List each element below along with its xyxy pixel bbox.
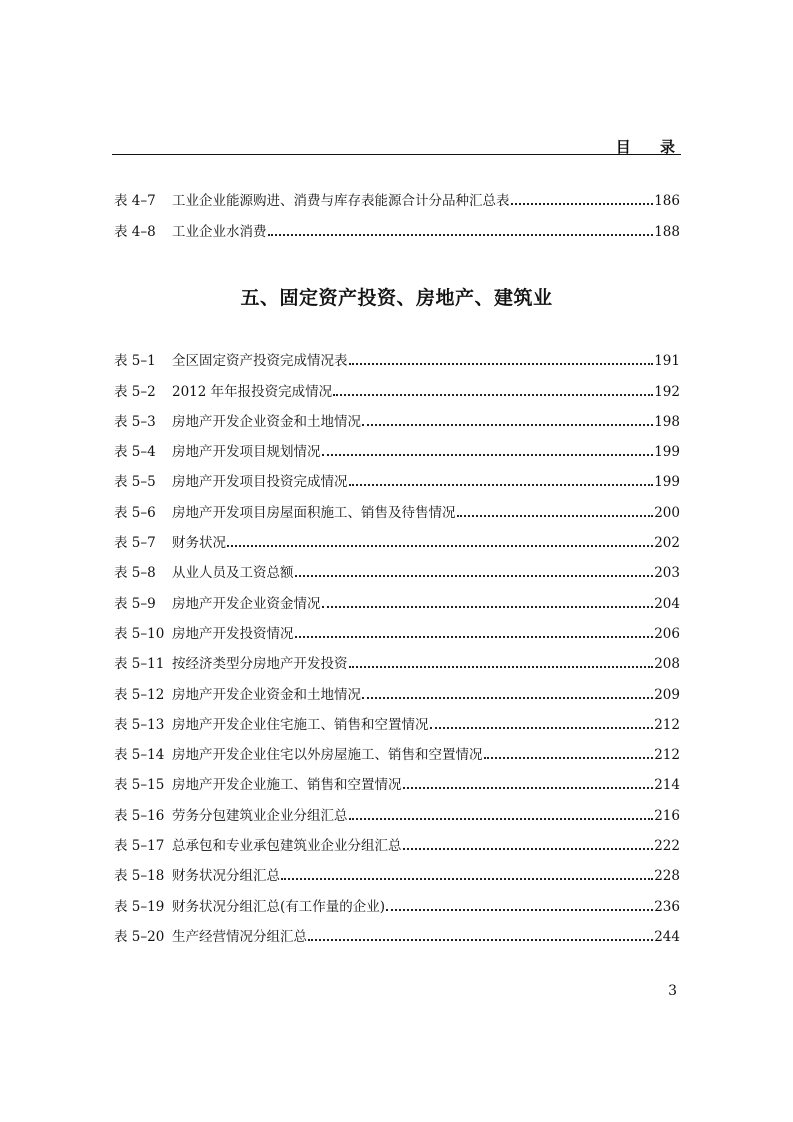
toc-entry[interactable]	[114, 430, 680, 460]
toc-entry-number: 表 5–10	[114, 625, 165, 642]
toc-entry-page: 192	[654, 383, 680, 400]
header-rule	[112, 154, 681, 155]
toc-entry-page: 203	[654, 565, 680, 582]
toc-entry[interactable]	[114, 460, 680, 490]
toc-entry[interactable]	[114, 703, 680, 733]
toc-entry[interactable]	[114, 763, 680, 793]
toc-entry-title: 工业企业能源购进、消费与库存表能源合计分品种汇总表	[172, 193, 510, 210]
toc-entry-page: 199	[654, 474, 680, 491]
dot-leader	[386, 909, 653, 911]
dot-leader	[362, 697, 653, 699]
toc-entry-page: 188	[654, 223, 680, 240]
page-number: 3	[668, 983, 677, 999]
toc-entry-title: 房地产开发企业资金情况	[172, 595, 321, 612]
toc-entry-number: 表 5–15	[114, 777, 165, 794]
toc-entry-title: 财务状况分组汇总	[172, 868, 280, 885]
toc-entry-number: 表 5–18	[114, 868, 165, 885]
toc-entry-page: 244	[654, 928, 680, 945]
toc-entry-title: 房地产开发企业资金和土地情况	[172, 686, 361, 703]
toc-entry-page: 206	[654, 625, 680, 642]
toc-entry-page: 204	[654, 595, 680, 612]
toc-entry-title: 房地产开发企业施工、销售和空置情况	[172, 777, 402, 794]
toc-entry[interactable]	[114, 793, 680, 823]
toc-entry[interactable]	[114, 209, 680, 239]
toc-entry-title: 房地产开发项目规划情况	[172, 444, 321, 461]
toc-entry[interactable]	[114, 642, 680, 672]
toc-entry-title: 生产经营情况分组汇总	[172, 928, 307, 945]
toc-entry-number: 表 5–12	[114, 686, 165, 703]
dot-leader	[484, 757, 654, 759]
toc-entry[interactable]	[114, 179, 680, 209]
dot-leader	[227, 545, 653, 547]
toc-entry-page: 212	[654, 747, 680, 764]
toc-entry[interactable]	[114, 884, 680, 914]
toc-entry-title: 房地产开发项目投资完成情况	[172, 474, 348, 491]
toc-entry[interactable]	[114, 915, 680, 945]
toc-entry-title: 总承包和专业承包建筑业企业分组汇总	[172, 838, 402, 855]
toc-entry-page: 236	[654, 898, 680, 915]
toc-entry[interactable]	[114, 824, 680, 854]
toc-entry-title: 劳务分包建筑业企业分组汇总	[172, 807, 348, 824]
toc-entry-page: 209	[654, 686, 680, 703]
toc-entry-number: 表 5–8	[114, 565, 156, 582]
dot-leader	[511, 203, 654, 205]
toc-entry-page: 200	[654, 504, 680, 521]
toc-entry-title: 房地产开发企业住宅以外房屋施工、销售和空置情况	[172, 747, 483, 764]
toc-entry-number: 表 5–14	[114, 747, 165, 764]
dot-leader	[457, 515, 654, 517]
toc-entry-number: 表 5–7	[114, 535, 156, 552]
section-title: 五、固定资产投资、房地产、建筑业	[240, 287, 553, 309]
toc-entry-page: 202	[654, 535, 680, 552]
toc-entry-number: 表 5–2	[114, 383, 156, 400]
toc-entry-number: 表 5–4	[114, 444, 156, 461]
toc-entry-page: 208	[654, 656, 680, 673]
toc-entry[interactable]	[114, 339, 680, 369]
toc-entry-number: 表 5–16	[114, 807, 165, 824]
toc-entry-title: 房地产开发投资情况	[172, 625, 294, 642]
dot-leader	[362, 424, 653, 426]
dot-leader	[333, 394, 653, 396]
toc-entry[interactable]	[114, 612, 680, 642]
dot-leader	[430, 727, 654, 729]
toc-list-section	[114, 339, 680, 945]
toc-entry-title: 财务状况分组汇总(有工作量的企业)	[172, 898, 386, 915]
dot-leader	[349, 363, 654, 365]
toc-entry-number: 表 5–6	[114, 504, 156, 521]
toc-entry-title: 从业人员及工资总额	[172, 565, 294, 582]
toc-entry-number: 表 5–1	[114, 353, 156, 370]
toc-entry-number: 表 5–11	[114, 656, 165, 673]
toc-entry-page: 198	[654, 413, 680, 430]
toc-entry-number: 表 5–5	[114, 474, 156, 491]
toc-entry-page: 214	[654, 777, 680, 794]
toc-entry[interactable]	[114, 400, 680, 430]
toc-entry-page: 228	[654, 868, 680, 885]
toc-entry[interactable]	[114, 672, 680, 702]
toc-entry-number: 表 4–7	[114, 193, 156, 210]
dot-leader	[403, 787, 654, 789]
dot-leader	[281, 878, 653, 880]
toc-entry[interactable]	[114, 854, 680, 884]
dot-leader	[295, 636, 654, 638]
dot-leader	[349, 484, 654, 486]
toc-entry-page: 222	[654, 838, 680, 855]
dot-leader	[349, 666, 654, 668]
toc-entry-page: 216	[654, 807, 680, 824]
toc-entry-title: 财务状况	[172, 535, 226, 552]
toc-entry-title: 按经济类型分房地产开发投资	[172, 656, 348, 673]
toc-entry-number: 表 5–20	[114, 928, 165, 945]
toc-entry-number: 表 5–13	[114, 716, 165, 733]
toc-entry-title: 2012 年年报投资完成情况	[172, 383, 333, 400]
dot-leader	[322, 454, 654, 456]
toc-entry-page: 212	[654, 716, 680, 733]
toc-entry-title: 房地产开发企业资金和土地情况	[172, 413, 361, 430]
toc-entry-number: 表 4–8	[114, 223, 156, 240]
dot-leader	[295, 575, 654, 577]
dot-leader	[403, 848, 654, 850]
toc-entry-number: 表 5–9	[114, 595, 156, 612]
toc-entry[interactable]	[114, 581, 680, 611]
toc-entry-title: 工业企业水消费	[172, 223, 267, 240]
toc-list-top	[114, 179, 680, 240]
toc-entry-number: 表 5–17	[114, 838, 165, 855]
toc-entry[interactable]	[114, 490, 680, 520]
toc-entry-page: 199	[654, 444, 680, 461]
toc-entry-title: 房地产开发企业住宅施工、销售和空置情况	[172, 716, 429, 733]
dot-leader	[349, 818, 654, 820]
toc-entry[interactable]	[114, 369, 680, 399]
toc-entry-number: 表 5–3	[114, 413, 156, 430]
dot-leader	[322, 606, 654, 608]
toc-entry[interactable]	[114, 733, 680, 763]
toc-entry-title: 房地产开发项目房屋面积施工、销售及待售情况	[172, 504, 456, 521]
toc-entry[interactable]	[114, 551, 680, 581]
toc-entry-page: 191	[654, 353, 680, 370]
dot-leader	[268, 234, 654, 236]
toc-entry[interactable]	[114, 521, 680, 551]
toc-entry-page: 186	[654, 193, 680, 210]
running-header: 目 录	[615, 138, 687, 156]
toc-entry-number: 表 5–19	[114, 898, 165, 915]
toc-entry-title: 全区固定资产投资完成情况表	[172, 353, 348, 370]
dot-leader	[308, 939, 653, 941]
